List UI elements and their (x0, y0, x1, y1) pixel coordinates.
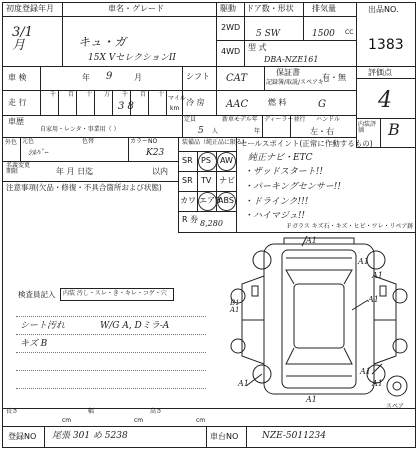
model-year-label: 新車モデル年 (222, 116, 258, 123)
mileage-unit: 十 (86, 91, 93, 98)
displacement-value: 1500 (312, 29, 335, 39)
shift-label: シフト (186, 72, 210, 81)
history-sub: 自家用・レンタ・事業用（ ） (40, 126, 120, 133)
chassis-label: 車台NO (210, 432, 239, 441)
listing-no-label: 出品NO. (368, 5, 399, 14)
note-line: W/G A, Dミラ-A (100, 321, 170, 331)
diagram-mark: A1 (238, 379, 249, 388)
history-label: 車歴 (8, 117, 24, 126)
equip-circle (198, 152, 217, 171)
color-original-value: ｼﾙﾊﾞｰ (28, 148, 48, 157)
reg-no-value: 尾張 301 め 5238 (52, 431, 128, 441)
width-label: 幅 (88, 408, 95, 415)
equip-circle (198, 192, 217, 211)
sales-point: ・パーキングセンサー!! (244, 182, 341, 192)
equip-sr-2: SR (182, 176, 193, 185)
doc-options: 以内 (152, 167, 168, 176)
diagram-mark: A1 (306, 395, 317, 404)
mileage-unit: 千 (122, 91, 129, 98)
color-original-label: 元色 (22, 138, 35, 145)
sales-point: ・ハイマジュ!! (244, 211, 306, 221)
warranty-label: 保証書 (276, 68, 300, 77)
fuel-value: G (318, 99, 326, 110)
chassis-value: NZE-5011234 (262, 431, 326, 441)
capacity-value: 5 (198, 126, 204, 136)
equip-leather: カワ (180, 196, 196, 205)
interior-eval-value: B (388, 120, 400, 139)
sales-point: 純正ナビ・ETC (248, 153, 313, 163)
mileage-value: 3 8 (118, 101, 134, 112)
km-label: km (170, 105, 180, 112)
note-line: キズ B (20, 339, 48, 349)
handle-options: 左・右 (310, 127, 334, 136)
displacement-label: 排気量 (312, 4, 336, 13)
model-value: DBA-NZE161 (264, 55, 319, 64)
reg-year-value: 3/1 月 (12, 25, 33, 53)
listing-no: 1383 (368, 37, 404, 53)
fuel-label: 燃 料 (268, 98, 287, 107)
cm-label: cm (134, 417, 144, 424)
shift-value: CAT (226, 73, 247, 84)
diagram-mark: A1 (372, 271, 383, 280)
cm-label: cm (196, 417, 206, 424)
inspection-label: 車 検 (8, 73, 27, 82)
color-no-value: K23 (146, 148, 165, 158)
drive-2wd: 2WD (221, 23, 241, 32)
door-label: ドア数・形状 (246, 4, 294, 13)
doc-label: 名義変更 期限 (6, 162, 31, 175)
warranty-options: 有・無 (322, 73, 346, 82)
mile-label: マイル (168, 95, 186, 102)
cm-label: cm (62, 417, 72, 424)
equip-ps: PS (201, 156, 211, 165)
color-current-label: 色替 (82, 138, 95, 145)
equip-abs: ABS (218, 196, 234, 205)
diagram-mark: A1 (372, 379, 383, 388)
color-label: 外色 (5, 139, 18, 146)
equip-label: 装備品（純正品に限る） (182, 139, 249, 146)
r-value: 8,280 (200, 219, 223, 228)
year-label: 年 (82, 73, 90, 82)
r-label: R 券 (182, 215, 199, 224)
sales-point: ・ドラインク!!! (244, 197, 309, 207)
length-label: 長さ (6, 408, 19, 415)
doc-label-2: 年 月 日迄 (56, 167, 94, 176)
inspection-month: 9 (106, 71, 113, 82)
year-suffix: 年 (254, 128, 261, 135)
cc-label: CC (345, 29, 354, 36)
handle-label: ハンドル (316, 116, 341, 123)
interior-label: 内装評価 (358, 121, 377, 134)
notes-label: 注意事項(欠品・修復・不具合箇所および状態) (6, 183, 162, 192)
mileage-unit: 百 (140, 91, 147, 98)
ac-label: 冷 房 (186, 98, 205, 107)
mileage-unit: 千 (50, 91, 57, 98)
sales-label: セールスポイント(正常に作動するもの) (240, 139, 373, 148)
ac-value: AAC (226, 99, 249, 110)
spare-label: スペア (386, 403, 405, 410)
eval-label: 評価点 (368, 68, 392, 77)
equip-circle (217, 192, 236, 211)
mileage-unit: 十 (158, 91, 165, 98)
sales-point: ・ザッドスタート!! (244, 167, 323, 177)
diagram-mark: A1 (358, 257, 369, 266)
color-no-label: カラーNO (130, 138, 158, 145)
car-name-value: キュ・ガ (78, 35, 127, 49)
eval-value: 4 (378, 88, 392, 113)
grade-value: 15X VセレクションII (88, 53, 176, 63)
inspector-checks: 内装 汚し・スレ・き・キレ・コゲ・穴 (63, 290, 167, 297)
model-label: 型 式 (248, 43, 267, 52)
warranty-sub: 記録簿/取説/スペアキー (266, 79, 330, 86)
mileage-unit: 百 (68, 91, 75, 98)
note-line: シート汚れ (20, 321, 66, 331)
mileage-unit: 万 (104, 91, 111, 98)
diagram-mark: B1 A1 (230, 299, 240, 314)
equip-tv: TV (201, 176, 212, 185)
persons-label: 人 (212, 128, 219, 135)
diagram-mark: A1 (306, 236, 317, 245)
glass-note: Ｆガラス キズ石・キズ・ヒビ・ワレ・リペア跡 (286, 223, 414, 230)
height-label: 高さ (150, 408, 163, 415)
inspector-label: 検査員記入 (18, 290, 56, 299)
mileage-label: 走 行 (8, 98, 27, 107)
capacity-label: 定員 (184, 116, 197, 123)
equip-sr: SR (182, 156, 193, 165)
car-damage-diagram (222, 236, 416, 408)
reg-year-label: 初度登録年月 (6, 4, 54, 13)
diagram-mark: A1 (368, 295, 379, 304)
reg-no-label: 登録NO (8, 432, 37, 441)
month-label: 月 (134, 73, 142, 82)
equip-navi: ナビ (219, 176, 235, 185)
door-value: 5 SW (256, 29, 281, 39)
equip-circle (217, 152, 236, 171)
equip-airbag: エアB (199, 196, 221, 205)
diagram-mark: A1 (360, 367, 371, 376)
drive-4wd: 4WD (221, 47, 241, 56)
dealer-label: ディーラー並行 (264, 116, 306, 123)
drive-label: 駆動 (220, 4, 236, 13)
equip-aw: AW (220, 156, 233, 165)
car-name-label: 車名・グレード (108, 4, 164, 13)
